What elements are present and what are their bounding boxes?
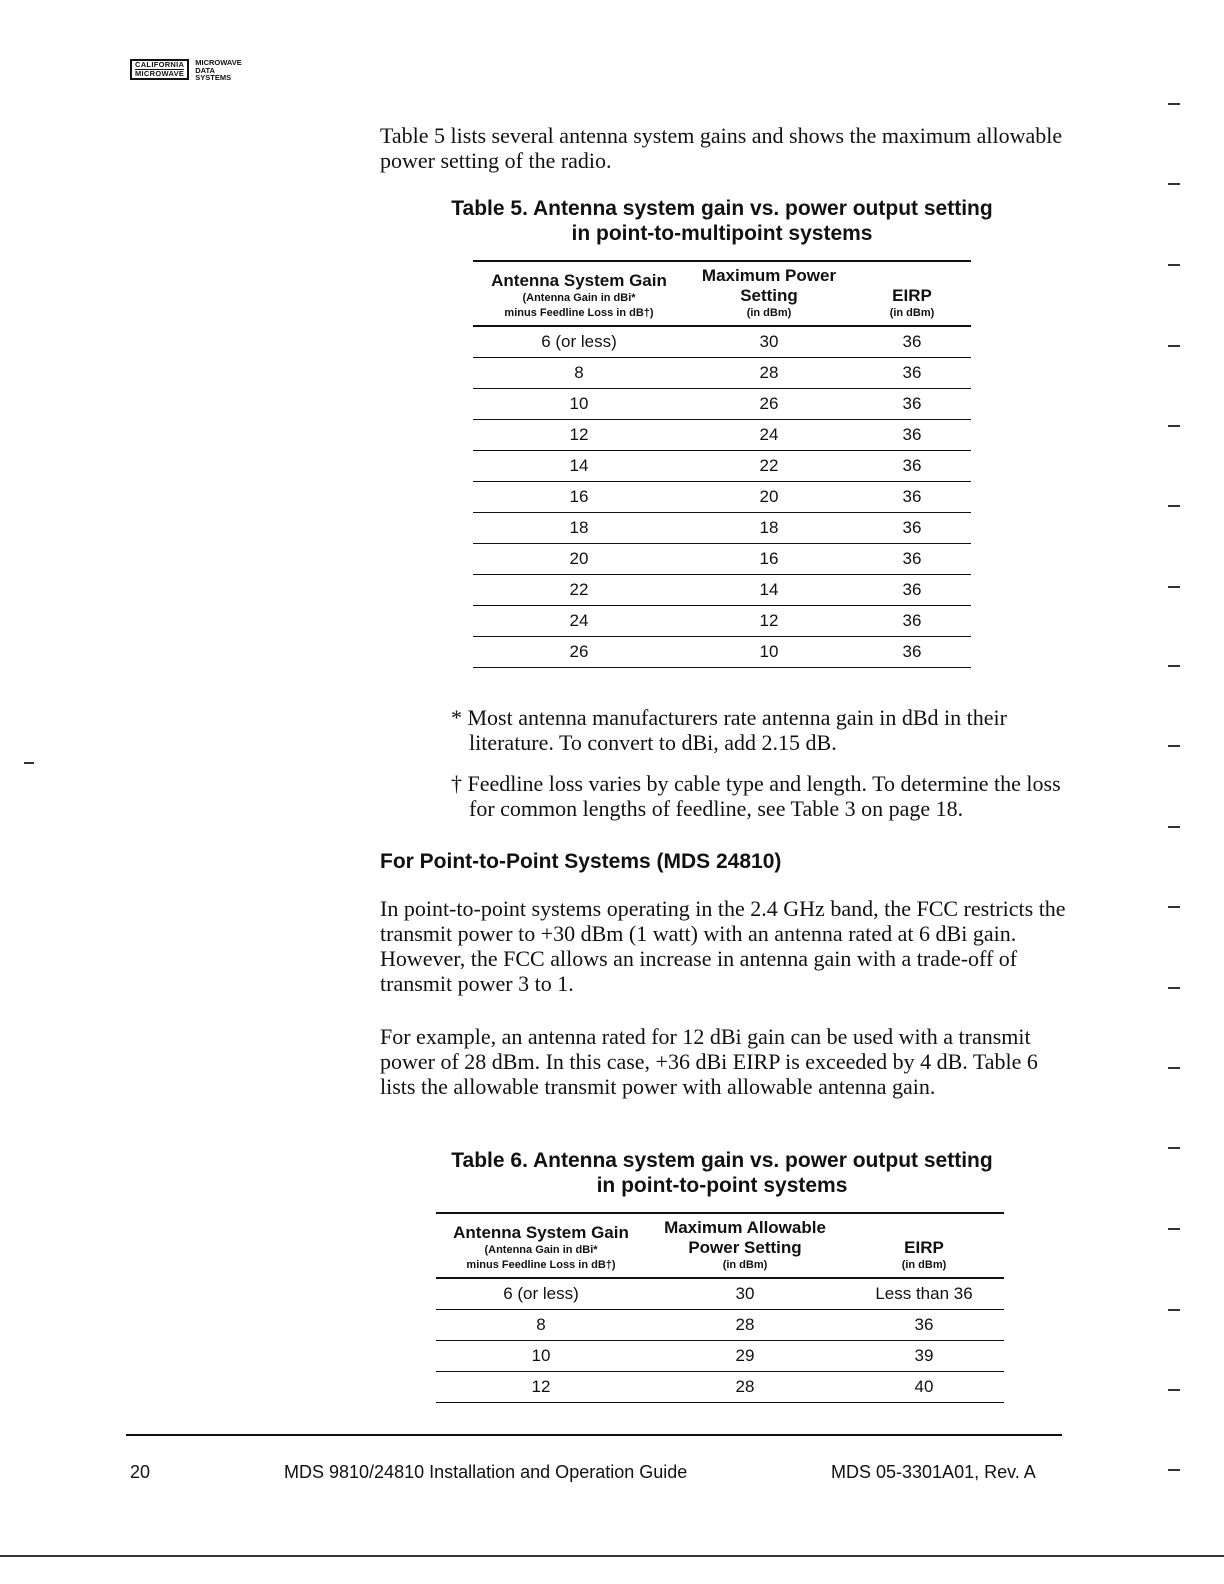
table6-cell: 29 [646,1341,844,1372]
scan-edge-mark [1168,665,1180,667]
table5-cell: 36 [853,451,971,482]
table5-cell: 36 [853,637,971,668]
table5-row [473,513,971,544]
table5-cell: 36 [853,575,971,606]
scan-edge-mark [1168,1067,1180,1069]
table5-cell: 22 [473,575,685,606]
table5-row [473,637,971,668]
scan-edge-mark [1168,826,1180,828]
logo-words [195,59,242,82]
table6-header-eirp: EIRP (in dBm) [844,1213,1004,1278]
table6-cell: 10 [436,1341,646,1372]
section-heading: For Point-to-Point Systems (MDS 24810) [380,850,782,873]
table5-cell: 6 (or less) [473,326,685,358]
table6-row [436,1341,1004,1372]
table5-caption [380,196,1064,246]
table6-cell: 40 [844,1372,1004,1403]
table5-row [473,326,971,358]
table5-header-eirp: EIRP (in dBm) [853,261,971,326]
table5-cell: 36 [853,544,971,575]
table5-cell: 16 [685,544,853,575]
logo-word-2: DATA [195,65,215,75]
table5-cell: 26 [473,637,685,668]
note-dbd-conversion: * Most antenna manufacturers rate antenna gain in dBd in their literature. To convert to dBi, add 2.15 dB. [451,705,1007,755]
table5-cell: 36 [853,482,971,513]
section-paragraph-1: In point-to-point systems operating in the 2.4 GHz band, the FCC restricts the transmit power to +30 dBm (1 watt) with an antenna rated at 6 dBi gain. However, the FCC allows an increase in antenna gain with a trade-off of transmit power 3 to 1. [380,896,1066,996]
table5-cell: 12 [685,606,853,637]
logo-word-1: MICROWAVE [195,58,242,67]
table5-caption-line2: in point-to-multipoint systems [571,222,873,245]
table5-cell: 24 [685,420,853,451]
table6-cell: 28 [646,1372,844,1403]
table5-cell: 20 [473,544,685,575]
table5-row [473,389,971,420]
table5-row [473,420,971,451]
scan-edge-mark [1168,1147,1180,1149]
table5-cell: 36 [853,606,971,637]
scan-edge-mark [1168,987,1180,989]
table5-cell: 36 [853,358,971,389]
logo-line2: MICROWAVE [135,69,185,78]
table6-caption [380,1148,1064,1198]
table6-cell: 39 [844,1341,1004,1372]
table5-header-gain: Antenna System Gain (Antenna Gain in dBi* minus Feedline Loss in dB†) [473,261,685,326]
table5-cell: 18 [685,513,853,544]
note-feedline-loss: † Feedline loss varies by cable type and length. To determine the loss for common lengths of feedline, see Table 3 on page 18. [451,771,1061,821]
scan-edge-mark [24,762,34,764]
table5-cell: 8 [473,358,685,389]
footer-doc-title: MDS 9810/24810 Installation and Operation Guide [284,1462,688,1482]
scan-edge-mark [1168,745,1180,747]
table5-row [473,606,971,637]
scan-edge-mark [1168,345,1180,347]
table6-header-gain: Antenna System Gain (Antenna Gain in dBi* minus Feedline Loss in dB†) [436,1213,646,1278]
table5-cell: 36 [853,420,971,451]
table6-cell: Less than 36 [844,1278,1004,1310]
table5-row [473,358,971,389]
table6-cell: 36 [844,1310,1004,1341]
table5-cell: 28 [685,358,853,389]
footer-rule [126,1434,1062,1436]
table6-cell: 6 (or less) [436,1278,646,1310]
table5-cell: 14 [685,575,853,606]
table6-body [436,1278,1004,1403]
table6-cell: 12 [436,1372,646,1403]
table6-cell: 8 [436,1310,646,1341]
table6-row [436,1278,1004,1310]
table5-cell: 24 [473,606,685,637]
footer-doc-number: MDS 05-3301A01, Rev. A [831,1462,1036,1482]
table5-row [473,544,971,575]
table5-row [473,451,971,482]
table5-cell: 10 [473,389,685,420]
table5-row [473,482,971,513]
table5-cell: 20 [685,482,853,513]
table5-cell: 22 [685,451,853,482]
table6-row [436,1310,1004,1341]
table5-header-power: Maximum Power Setting (in dBm) [685,261,853,326]
table6-row [436,1372,1004,1403]
table6-header-row [436,1213,1004,1278]
scan-edge-mark [1168,264,1180,266]
table5-cell: 14 [473,451,685,482]
table5-cell: 30 [685,326,853,358]
table5-caption-line1: Table 5. Antenna system gain vs. power output setting [451,197,993,220]
table5-cell: 18 [473,513,685,544]
scan-edge-mark [1168,1228,1180,1230]
table6-cell: 30 [646,1278,844,1310]
logo-word-3: SYSTEMS [195,73,232,82]
table5-cell: 12 [473,420,685,451]
table5-row [473,575,971,606]
table5-cell: 36 [853,389,971,420]
scan-edge-mark [1168,425,1180,427]
scan-edge-mark [1168,103,1180,105]
table5-body [473,326,971,668]
logo-box [130,59,189,80]
section-paragraph-2: For example, an antenna rated for 12 dBi gain can be used with a transmit power of 28 dBm. In this case, +36 dBi EIRP is exceeded by 4 dB. Table 6 lists the allowable transmit power with allowable antenna gain. [380,1024,1038,1099]
scan-edge-mark [1168,906,1180,908]
scan-edge-mark [1168,586,1180,588]
table5-cell: 26 [685,389,853,420]
table5-cell: 36 [853,326,971,358]
scan-edge-mark [1168,1389,1180,1391]
scan-edge-mark [0,1555,1224,1557]
page-number: 20 [130,1462,151,1482]
logo-line1: CALIFORNIA [135,60,185,69]
table6-caption-line1: Table 6. Antenna system gain vs. power output setting [451,1149,993,1172]
scan-edge-mark [1168,1469,1180,1471]
table6-caption-line2: in point-to-point systems [596,1174,848,1197]
table5-cell: 10 [685,637,853,668]
intro-paragraph: Table 5 lists several antenna system gains and shows the maximum allowable power setting of the radio. [380,123,1063,173]
table6-cell: 28 [646,1310,844,1341]
scan-edge-mark [1168,183,1180,185]
scan-edge-mark [1168,1309,1180,1311]
table5-header-row [473,261,971,326]
scan-edge-mark [1168,505,1180,507]
table5-cell: 36 [853,513,971,544]
table6-header-power: Maximum Allowable Power Setting (in dBm) [646,1213,844,1278]
company-logo [130,59,242,82]
table5 [473,260,971,668]
table6 [436,1212,1004,1403]
table5-cell: 16 [473,482,685,513]
